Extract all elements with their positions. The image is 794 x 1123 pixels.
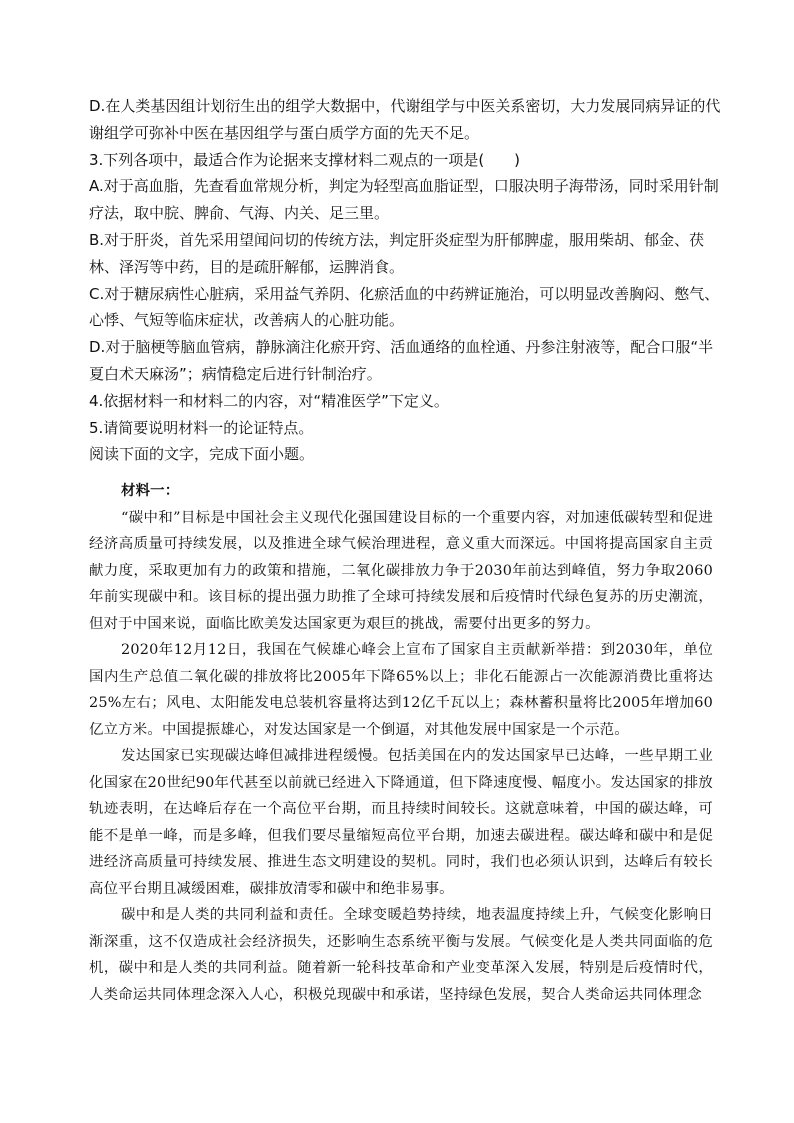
- material-one: [89, 478, 713, 1008]
- text-line: 林、泽泻等中药，目的是疏肝解郁，运脾消食。: [89, 257, 405, 276]
- question-5: 5.请简要说明材料一的论证特点。: [89, 418, 314, 437]
- option-a: A.对于高血脂，先查看血常规分析，判定为轻型高血脂证型，口服决明子海带汤，同时采用针制: [89, 177, 719, 196]
- paragraph: “碳中和”目标是中国社会主义现代化强国建设目标的一个重要内容，对加速低碳转型和促进经济高质量可持续发展，以及推进全球气候治理进程，意义重大而深远。中国将提高国家自主贡献力度，采取更加有力的政策和措施，二氧化碳排放力争于2030年前达到峰值，努力争取2060年前实现碳中和。该目标的提出强力助推了全球可持续发展和后疫情时代绿色复苏的历史潮流，但对于中国来说，面临比欧美发达国家更为艰巨的挑战，需要付出更多的努力。: [89, 509, 713, 632]
- paragraph: 2020年12月12日，我国在气候雄心峰会上宣布了国家自主贡献新举措：到2030年，单位国内生产总值二氧化碳的排放将比2005年下降65%以上；非化石能源占一次能源消费比重将达25%左右；风电、太阳能发电总装机容量将达到12亿千瓦以上；森林蓄积量将比2005年增加60亿立方米。中国提振雄心，对发达国家是一个倒逼，对其他发展中国家是一个示范。: [89, 642, 713, 738]
- option-c: C.对于糖尿病性心脏病，采用益气养阴、化瘀活血的中药辨证施治，可以明显改善胸闷、憋气、: [89, 284, 720, 303]
- text-line: D.在人类基因组计划衍生出的组学大数据中，代谢组学与中医关系密切，大力发展同病异证的代: [89, 97, 721, 115]
- text-line: 夏白术天麻汤”；病情稳定后进行针制治疗。: [89, 364, 382, 383]
- material-heading: 材料一：: [121, 482, 180, 499]
- option-b: B.对于肝炎，首先采用望闻问切的传统方法，判定肝炎症型为肝郁脾虚，服用柴胡、郁金、茯: [89, 230, 705, 249]
- text-line: 疗法，取中脘、脾俞、气海、内关、足三里。: [89, 204, 390, 223]
- question-3-stem: 3.下列各项中，最适合作为论据来支撑材料二观点的一项是( ): [89, 150, 521, 169]
- paragraph: 碳中和是人类的共同利益和责任。全球变暖趋势持续，地表温度持续上升，气候变化影响日渐深重，这不仅造成社会经济损失，还影响生态系统平衡与发展。气候变化是人类共同面临的危机，碳中和是人类的共同利益。随着新一轮科技革命和产业变革深入发展，特别是后疫情时代，人类命运共同体理念深入人心，积极兑现碳中和承诺，坚持绿色发展，契合人类命运共同体理念: [89, 907, 713, 1003]
- text-line: 谢组学可弥补中医在基因组学与蛋白质学方面的先天不足。: [89, 123, 480, 142]
- question-block: [89, 93, 721, 468]
- question-4: 4.依据材料一和材料二的内容，对“精准医学”下定义。: [89, 391, 449, 410]
- option-d: D.对于脑梗等脑血管病，静脉滴注化瘀开窍、活血通络的血栓通、丹参注射液等，配合口服“半: [89, 338, 714, 357]
- text-line: 心悸、气短等临床症状，改善病人的心脏功能。: [89, 311, 405, 330]
- reading-instruction: 阅读下面的文字，完成下面小题。: [89, 445, 315, 464]
- paragraph: 发达国家已实现碳达峰但减排进程缓慢。包括美国在内的发达国家早已达峰，一些早期工业化国家在20世纪90年代甚至以前就已经进入下降通道，但下降速度慢、幅度小。发达国家的排放轨迹表明，在达峰后存在一个高位平台期，而且持续时间较长。这就意味着，中国的碳达峰，可能不是单一峰，而是多峰，但我们要尽量缩短高位平台期，加速去碳进程。碳达峰和碳中和是促进经济高质量可持续发展、推进生态文明建设的契机。同时，我们也必须认识到，达峰后有较长高位平台期且减缓困难，碳排放清零和碳中和绝非易事。: [89, 748, 713, 897]
